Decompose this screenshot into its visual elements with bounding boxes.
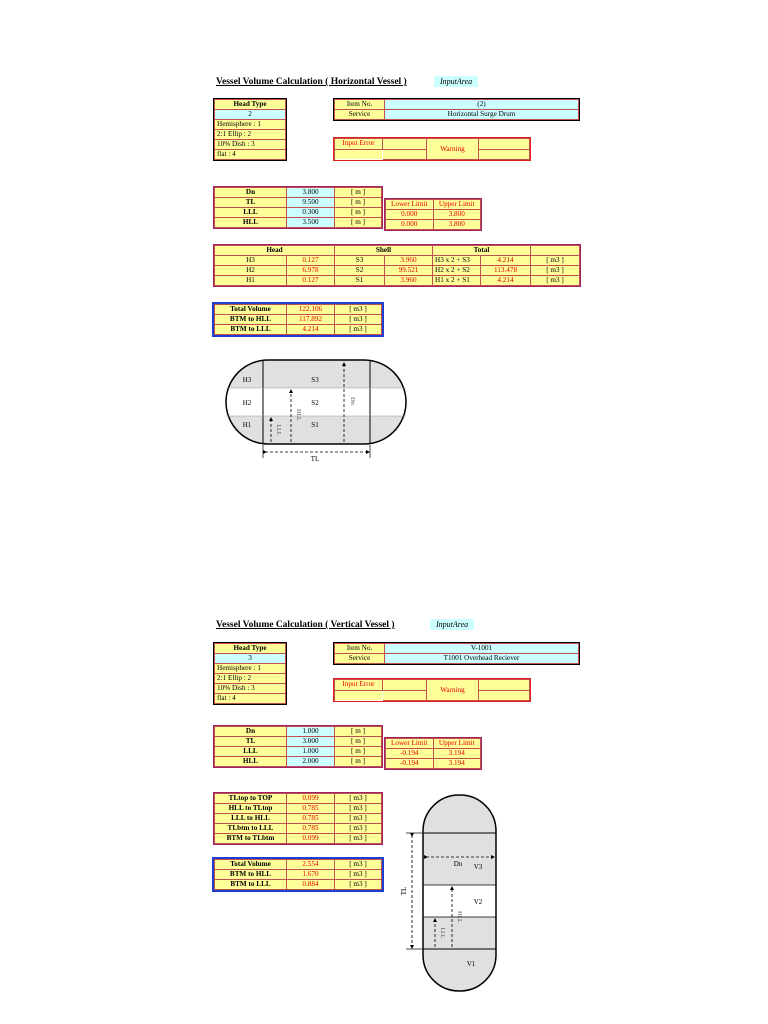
head-column-header: Head xyxy=(215,246,335,256)
dim-label-tl: TL xyxy=(215,737,287,747)
head-type-option: flat : 4 xyxy=(215,694,286,704)
input-error-label: Input Error xyxy=(335,680,383,691)
head-label: H1 xyxy=(215,276,287,286)
lower-limit-header: Lower Limit xyxy=(386,200,434,210)
total-label: BTM to HLL xyxy=(215,315,287,325)
vertical-title: Vessel Volume Calculation ( Vertical Vessel ) xyxy=(216,620,395,630)
item-no-value[interactable]: V-1001 xyxy=(385,644,579,654)
label-s1: S1 xyxy=(311,421,319,429)
shell-value: 3.960 xyxy=(385,256,433,266)
unit: [ m3 ] xyxy=(531,276,580,286)
volume-value: 0.785 xyxy=(287,824,335,834)
table-row xyxy=(215,315,382,325)
volume-value: 0.785 xyxy=(287,814,335,824)
total-label: BTM to HLL xyxy=(215,870,287,880)
total-formula: H3 x 2 + S3 xyxy=(433,256,481,266)
table-row xyxy=(215,256,580,266)
dim-unit: [ m ] xyxy=(335,727,382,737)
vertical-head-type-table xyxy=(214,643,286,704)
lll-lower-limit: 0.000 xyxy=(386,210,434,220)
head-type-header: Head Type xyxy=(215,644,286,654)
head-type-option: 10% Dish : 3 xyxy=(215,684,286,694)
error-spacer xyxy=(335,149,383,160)
service-value[interactable]: Horizontal Surge Drum xyxy=(385,110,579,120)
vertical-volume-table xyxy=(214,793,382,844)
label-hll: HLL xyxy=(456,911,462,923)
dim-label-tl: TL xyxy=(215,198,287,208)
label-s2: S2 xyxy=(311,399,319,407)
table-row xyxy=(215,834,382,844)
label-v1: V1 xyxy=(466,960,476,968)
total-label: Total Volume xyxy=(215,305,287,315)
shell-value: 3.960 xyxy=(385,276,433,286)
unit: [ m3 ] xyxy=(335,824,382,834)
horizontal-dimensions-table xyxy=(214,187,382,228)
horizontal-head-type-table xyxy=(214,99,286,160)
unit: [ m3 ] xyxy=(335,834,382,844)
head-type-option: 2:1 Ellip : 2 xyxy=(215,130,286,140)
dim-unit: [ m ] xyxy=(335,218,382,228)
unit: [ m3 ] xyxy=(531,256,580,266)
table-row xyxy=(215,804,382,814)
horizontal-limits-table xyxy=(385,199,481,230)
head-value: 6.978 xyxy=(287,266,335,276)
unit: [ m3 ] xyxy=(335,804,382,814)
item-no-value[interactable]: (2) xyxy=(385,100,579,110)
dim-unit: [ m ] xyxy=(335,747,382,757)
head-type-option: Hemisphere : 1 xyxy=(215,120,286,130)
lower-limit-header: Lower Limit xyxy=(386,739,434,749)
warning-value xyxy=(479,680,530,691)
dim-value-tl[interactable]: 3.000 xyxy=(287,737,335,747)
total-formula: H2 x 2 + S2 xyxy=(433,266,481,276)
total-value: 4.214 xyxy=(481,276,531,286)
service-value[interactable]: T1001 Overhead Reciever xyxy=(385,654,579,664)
volume-value: 0.099 xyxy=(287,794,335,804)
vertical-dimensions-table xyxy=(214,726,382,767)
unit: [ m3 ] xyxy=(335,305,382,315)
upper-limit-header: Upper Limit xyxy=(433,739,481,749)
head-type-header: Head Type xyxy=(215,100,286,110)
service-label: Service xyxy=(335,654,385,664)
dim-value-tl[interactable]: 9.500 xyxy=(287,198,335,208)
error-spacer xyxy=(383,690,427,701)
volume-value: 0.785 xyxy=(287,804,335,814)
hll-upper-limit: 3.194 xyxy=(433,759,481,769)
total-label: BTM to LLL xyxy=(215,325,287,335)
label-tl: TL xyxy=(400,886,408,896)
dim-value-dn[interactable]: 1.000 xyxy=(287,727,335,737)
unit: [ m3 ] xyxy=(335,814,382,824)
head-type-value[interactable]: 3 xyxy=(215,654,286,664)
volume-label: TLbtm to LLL xyxy=(215,824,287,834)
dim-value-hll[interactable]: 3.500 xyxy=(287,218,335,228)
shell-label: S3 xyxy=(335,256,385,266)
total-column-header: Total xyxy=(433,246,531,256)
head-type-option: Hemisphere : 1 xyxy=(215,664,286,674)
vertical-limits-table xyxy=(385,738,481,769)
total-value: 113.478 xyxy=(481,266,531,276)
dim-value-lll[interactable]: 0.300 xyxy=(287,208,335,218)
unit: [ m3 ] xyxy=(335,880,382,890)
table-row xyxy=(215,870,382,880)
unit: [ m3 ] xyxy=(335,315,382,325)
label-dn: Dn xyxy=(453,860,463,868)
label-dn: Dn xyxy=(349,397,356,405)
horizontal-input-area-label: InputArea xyxy=(434,76,478,87)
total-label: BTM to LLL xyxy=(215,880,287,890)
vertical-totals-table xyxy=(214,859,382,890)
unit: [ m3 ] xyxy=(335,325,382,335)
input-error-value xyxy=(383,139,427,150)
vertical-item-table xyxy=(334,643,579,664)
unit: [ m3 ] xyxy=(335,794,382,804)
input-error-label: Input Error xyxy=(335,139,383,150)
vertical-input-area-label: InputArea xyxy=(430,619,474,630)
total-value: 1.670 xyxy=(287,870,335,880)
volume-label: HLL to TLtop xyxy=(215,804,287,814)
unit: [ m3 ] xyxy=(335,860,382,870)
total-value: 2.554 xyxy=(287,860,335,870)
warning-value xyxy=(479,149,530,160)
total-value: 117.892 xyxy=(287,315,335,325)
dim-label-dn: Dn xyxy=(215,188,287,198)
shell-value: 99.521 xyxy=(385,266,433,276)
table-row xyxy=(215,276,580,286)
total-value: 4.214 xyxy=(287,325,335,335)
table-row xyxy=(215,860,382,870)
label-lll: LLL xyxy=(439,927,445,939)
table-row xyxy=(215,325,382,335)
hll-lower-limit: -0.194 xyxy=(386,759,434,769)
dim-label-dn: Dn xyxy=(215,727,287,737)
dim-label-lll: LLL xyxy=(215,208,287,218)
horizontal-totals-table xyxy=(214,304,382,335)
horizontal-item-table xyxy=(334,99,579,120)
hll-lower-limit: 0.000 xyxy=(386,220,434,230)
volume-value: 0.099 xyxy=(287,834,335,844)
warning-label: Warning xyxy=(427,139,479,160)
dim-value-dn[interactable]: 3.800 xyxy=(287,188,335,198)
lll-upper-limit: 3.194 xyxy=(433,749,481,759)
label-hll: HLL xyxy=(295,409,301,421)
warning-value xyxy=(479,139,530,150)
total-value: 122.106 xyxy=(287,305,335,315)
table-row xyxy=(215,814,382,824)
label-s3: S3 xyxy=(311,376,319,384)
dim-unit: [ m ] xyxy=(335,188,382,198)
dim-unit: [ m ] xyxy=(335,198,382,208)
label-h3: H3 xyxy=(242,376,252,384)
table-row xyxy=(215,794,382,804)
hll-upper-limit: 3.800 xyxy=(433,220,481,230)
table-row xyxy=(215,305,382,315)
total-formula: H1 x 2 + S1 xyxy=(433,276,481,286)
service-label: Service xyxy=(335,110,385,120)
label-tl: TL xyxy=(310,455,320,463)
head-type-option: 2:1 Ellip : 2 xyxy=(215,674,286,684)
input-error-value xyxy=(383,680,427,691)
vertical-error-table xyxy=(334,679,530,701)
dim-label-hll: HLL xyxy=(215,757,287,767)
dim-value-lll[interactable]: 1.000 xyxy=(287,747,335,757)
vertical-vessel-diagram xyxy=(398,793,502,995)
error-spacer xyxy=(383,149,427,160)
total-value: 0.884 xyxy=(287,880,335,890)
zone-lower-fill xyxy=(418,917,502,995)
horizontal-error-table xyxy=(334,138,530,160)
item-no-label: Item No. xyxy=(335,644,385,654)
dim-unit: [ m ] xyxy=(335,208,382,218)
dim-unit: [ m ] xyxy=(335,737,382,747)
head-label: H2 xyxy=(215,266,287,276)
total-value: 4.214 xyxy=(481,256,531,266)
dim-label-lll: LLL xyxy=(215,747,287,757)
label-h2: H2 xyxy=(242,399,252,407)
unit-column-header xyxy=(531,246,580,256)
unit: [ m3 ] xyxy=(335,870,382,880)
table-row xyxy=(215,880,382,890)
label-h1: H1 xyxy=(242,421,252,429)
horizontal-title: Vessel Volume Calculation ( Horizontal Vessel ) xyxy=(216,77,407,87)
item-no-label: Item No. xyxy=(335,100,385,110)
dim-unit: [ m ] xyxy=(335,757,382,767)
shell-label: S2 xyxy=(335,266,385,276)
head-type-option: flat : 4 xyxy=(215,150,286,160)
zone-upper-fill xyxy=(418,793,502,885)
label-lll: LLL xyxy=(275,424,281,436)
table-row xyxy=(215,266,580,276)
lll-lower-limit: -0.194 xyxy=(386,749,434,759)
volume-label: TLtop to TOP xyxy=(215,794,287,804)
unit: [ m3 ] xyxy=(531,266,580,276)
head-type-value[interactable]: 2 xyxy=(215,110,286,120)
error-spacer xyxy=(335,690,383,701)
shell-label: S1 xyxy=(335,276,385,286)
upper-limit-header: Upper Limit xyxy=(433,200,481,210)
dim-value-hll[interactable]: 2.000 xyxy=(287,757,335,767)
lll-upper-limit: 3.800 xyxy=(433,210,481,220)
label-v2: V2 xyxy=(473,898,483,906)
volume-label: LLL to HLL xyxy=(215,814,287,824)
shell-column-header: Shell xyxy=(335,246,433,256)
horizontal-volume-table xyxy=(214,245,580,286)
head-type-option: 10% Dish : 3 xyxy=(215,140,286,150)
table-row xyxy=(215,824,382,834)
warning-label: Warning xyxy=(427,680,479,701)
head-label: H3 xyxy=(215,256,287,266)
total-label: Total Volume xyxy=(215,860,287,870)
dim-label-hll: HLL xyxy=(215,218,287,228)
warning-value xyxy=(479,690,530,701)
head-value: 0.127 xyxy=(287,276,335,286)
label-v3: V3 xyxy=(473,863,483,871)
head-value: 0.127 xyxy=(287,256,335,266)
volume-label: BTM to TLbtm xyxy=(215,834,287,844)
horizontal-vessel-diagram xyxy=(225,355,410,465)
